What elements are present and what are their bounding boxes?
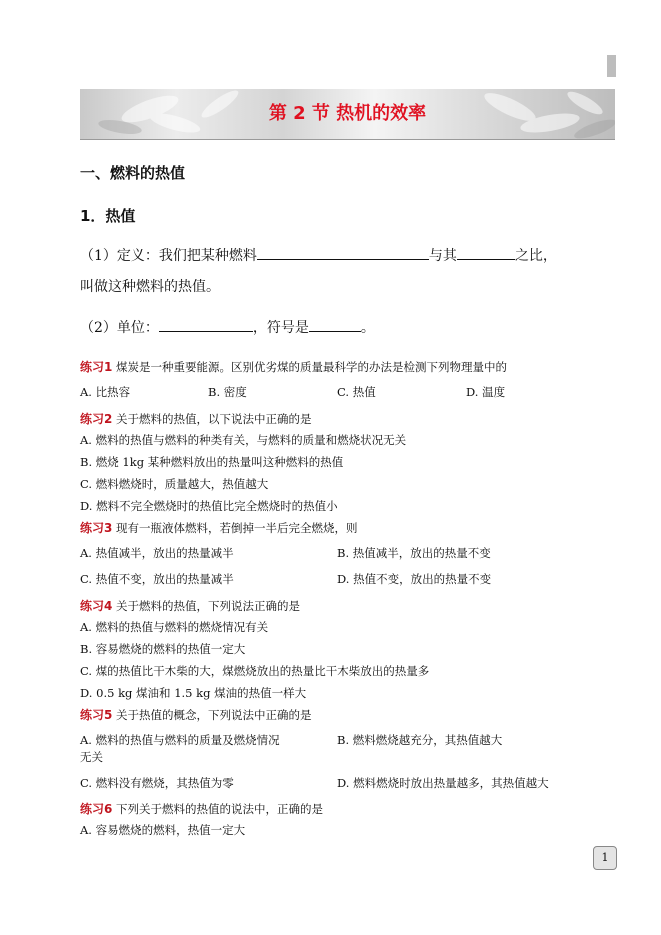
page-title: 第 2 节 热机的效率: [268, 103, 427, 124]
option: D. 温度: [466, 385, 506, 399]
blank-3[interactable]: [159, 317, 253, 332]
exercise-label: 练习6: [80, 802, 113, 816]
option: B. 燃烧 1kg 某种燃料放出的热量叫这种燃料的热值: [80, 455, 344, 469]
exercise-label: 练习5: [80, 708, 113, 722]
blank-2[interactable]: [457, 245, 515, 260]
page-number: 1: [593, 846, 617, 870]
option: C. 燃料燃烧时，质量越大，热值越大: [80, 477, 269, 491]
exercise-5-stem: [80, 706, 312, 723]
exercise-text: 现有一瓶液体燃料，若倒掉一半后完全燃烧，则: [116, 521, 358, 535]
exercise-text: 关于燃料的热值，下列说法正确的是: [116, 599, 301, 613]
definition-text: 与其: [428, 248, 457, 264]
exercise-text: 下列关于燃料的热值的说法中，正确的是: [116, 802, 324, 816]
option: A. 热值减半，放出的热量减半: [80, 546, 234, 560]
exercise-text: 煤炭是一种重要能源。区别优劣煤的质量最科学的办法是检测下列物理量中的: [116, 360, 508, 374]
option: C. 热值不变，放出的热量减半: [80, 572, 234, 586]
exercise-label: 练习4: [80, 599, 113, 613]
exercise-1-stem: [80, 358, 507, 375]
exercise-text: 关于燃料的热值，以下说法中正确的是: [116, 412, 312, 426]
exercise-2-stem: [80, 410, 312, 427]
corner-tab: [607, 55, 616, 77]
option: C. 热值: [337, 385, 376, 399]
option: C. 煤的热值比干木柴的大，煤燃烧放出的热量比干木柴放出的热量多: [80, 664, 430, 678]
exercise-label: 练习3: [80, 521, 113, 535]
option: A. 燃料的热值与燃料的质量及燃烧情况: [80, 733, 280, 747]
option: B. 密度: [208, 385, 247, 399]
option: B. 燃料燃烧越充分，其热值越大: [337, 733, 503, 747]
option: B. 容易燃烧的燃料的热值一定大: [80, 642, 246, 656]
section-heading: 一、燃料的热值: [80, 164, 186, 182]
option-continued: 无关: [80, 750, 103, 764]
definition-text: 之比，: [514, 248, 557, 264]
unit-line: [80, 317, 375, 337]
definition-text: （1）定义：我们把某种燃料: [80, 248, 257, 264]
definition-text: 叫做这种燃料的热值。: [80, 279, 220, 295]
option: D. 热值不变，放出的热量不变: [337, 572, 492, 586]
subsection-heading: 1．热值: [80, 207, 136, 225]
exercise-label: 练习2: [80, 412, 113, 426]
option: D. 燃料燃烧时放出热量越多，其热值越大: [337, 776, 549, 790]
blank-4[interactable]: [309, 317, 361, 332]
unit-text: ，符号是: [252, 320, 309, 336]
exercise-label: 练习1: [80, 360, 113, 374]
option: A. 燃料的热值与燃料的种类有关，与燃料的质量和燃烧状况无关: [80, 433, 407, 447]
exercise-text: 关于热值的概念，下列说法中正确的是: [116, 708, 312, 722]
unit-text: 。: [360, 320, 375, 336]
option: A. 比热容: [80, 385, 131, 399]
option: C. 燃料没有燃烧，其热值为零: [80, 776, 234, 790]
definition-line: [80, 245, 557, 265]
option: D. 燃料不完全燃烧时的热值比完全燃烧时的热值小: [80, 499, 338, 513]
blank-1[interactable]: [257, 245, 429, 260]
option: D. 0.5 kg 煤油和 1.5 kg 煤油的热值一样大: [80, 686, 307, 700]
unit-text: （2）单位：: [80, 320, 159, 336]
exercise-6-stem: [80, 800, 323, 817]
option: B. 热值减半，放出的热量不变: [337, 546, 491, 560]
option: A. 燃料的热值与燃料的燃烧情况有关: [80, 620, 269, 634]
exercise-4-stem: [80, 597, 300, 614]
option: A. 容易燃烧的燃料，热值一定大: [80, 823, 246, 837]
title-banner: [80, 89, 615, 139]
exercise-3-stem: [80, 519, 358, 536]
